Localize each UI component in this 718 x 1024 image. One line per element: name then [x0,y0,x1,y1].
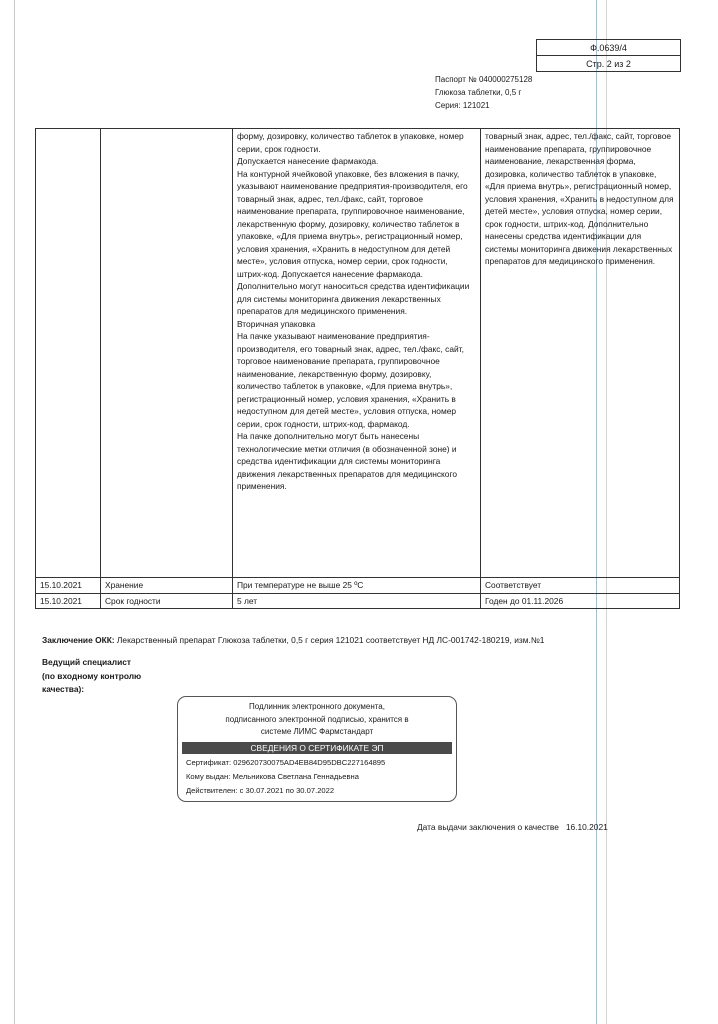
page-number: Стр. 2 из 2 [537,56,681,72]
form-code: Ф.0639/4 [537,40,681,56]
stamp-notice [178,697,456,739]
conclusion-label: Заключение ОКК: [42,635,115,645]
table-row [36,129,680,578]
stamp-header: СВЕДЕНИЯ О СЕРТИФИКАТЕ ЭП [182,742,452,754]
result-cell: товарный знак, адрес, тел./факс, сайт, торговое наименование препарата, группировочное наименование, лекарственная форма, дозировка, количество таблеток в упаковке, «Для приема внутрь», регистрационный номер, условия хранения, «Хранить в недоступном для детей месте», условия отпуска, номер серии, срок годности, штрих-код. Дополнительно нанесены средства идентификации для системы мониторинга движения лекарственных препаратов для медицинского применения. [481,129,680,578]
issued-to-label: Кому выдан: [186,771,231,781]
result-cell: Годен до 01.11.2026 [481,593,680,609]
stamp-issued-to [178,770,456,784]
conclusion-text: Лекарственный препарат Глюкоза таблетки, 0,5 г серия 121021 соответствует НД ЛС-001742-180219, изм.№1 [116,635,545,645]
stamp-line-1: Подлинник электронного документа, [249,702,385,711]
requirement-cell: При температуре не выше 25 ºС [233,578,481,594]
requirement-cell: форму, дозировку, количество таблеток в упаковке, номер серии, срок годности. Допускается нанесение фармакода. На контурной ячейковой упаковке, без вложения в пачку, указывают наименование предприятия-производителя, его товарный знак, адрес, тел./факс, сайт, торговое наименование препарата, группировочное наименование, лекарственную форму, дозировку, количество таблеток в упаковке, «Для приема внутрь», регистрационный номер, условия хранения, «Хранить в недоступном для детей месте», условия отпуска, номер серии, срок годности, штрих-код. Допускается нанесение фармакода. Дополнительно могут наноситься средства идентификации для системы мониторинга движения лекарственных препаратов для медицинского применения. Вторичная упаковка На пачке указывают наименование предприятия-производителя, его товарный знак, адрес, тел./факс, сайт, торговое наименование препарата, группировочное наименование, лекарственную форму, дозировку, количество таблеток в упаковке, «Для приема внутрь», регистрационный номер, условия хранения, «Хранить в недоступном для детей месте», условия отпуска, номер серии, срок годности, штрих-код, фармакод. На пачке дополнительно могут быть нанесены технологические метки отличия (в обозначенной зоне) и средства идентификации для системы мониторинга движения лекарственных препаратов для медицинского применения. [233,129,481,578]
product-name: Глюкоза таблетки, 0,5 г [435,88,522,97]
table-row [36,578,680,594]
indicator-cell: Хранение [101,578,233,594]
cert-value: 029620730075AD4EB84D95DBC227164895 [233,757,386,767]
result-cell: Соответствует [481,578,680,594]
test-results-table [35,128,680,609]
specialist-label: Ведущий специалист (по входному контролю качества): [42,657,142,694]
series-number: Серия: 121021 [435,101,490,110]
valid-label: Действителен: [186,785,238,795]
form-code-box [536,39,681,72]
requirement-cell: 5 лет [233,593,481,609]
stamp-certificate [178,756,456,770]
stamp-validity [178,784,456,798]
stamp-line-3: системе ЛИМС Фармстандарт [260,727,374,736]
table-row [36,593,680,609]
issued-to-value: Мельникова Светлана Геннадьевна [232,771,359,781]
issue-date: Дата выдачи заключения о качестве 16.10.2021 [417,822,608,832]
date-cell [36,129,101,578]
conclusion [42,635,544,645]
cert-label: Сертификат: [186,757,232,767]
indicator-cell: Срок годности [101,593,233,609]
date-cell: 15.10.2021 [36,578,101,594]
indicator-cell [101,129,233,578]
e-signature-stamp [177,696,457,802]
valid-value: с 30.07.2021 по 30.07.2022 [239,785,335,795]
passport-info [435,73,532,112]
passport-number: Паспорт № 040000275128 [435,75,533,84]
scan-line-left [14,0,15,1024]
stamp-line-2: подписанного электронной подписью, хранится в [225,714,409,724]
date-cell: 15.10.2021 [36,593,101,609]
